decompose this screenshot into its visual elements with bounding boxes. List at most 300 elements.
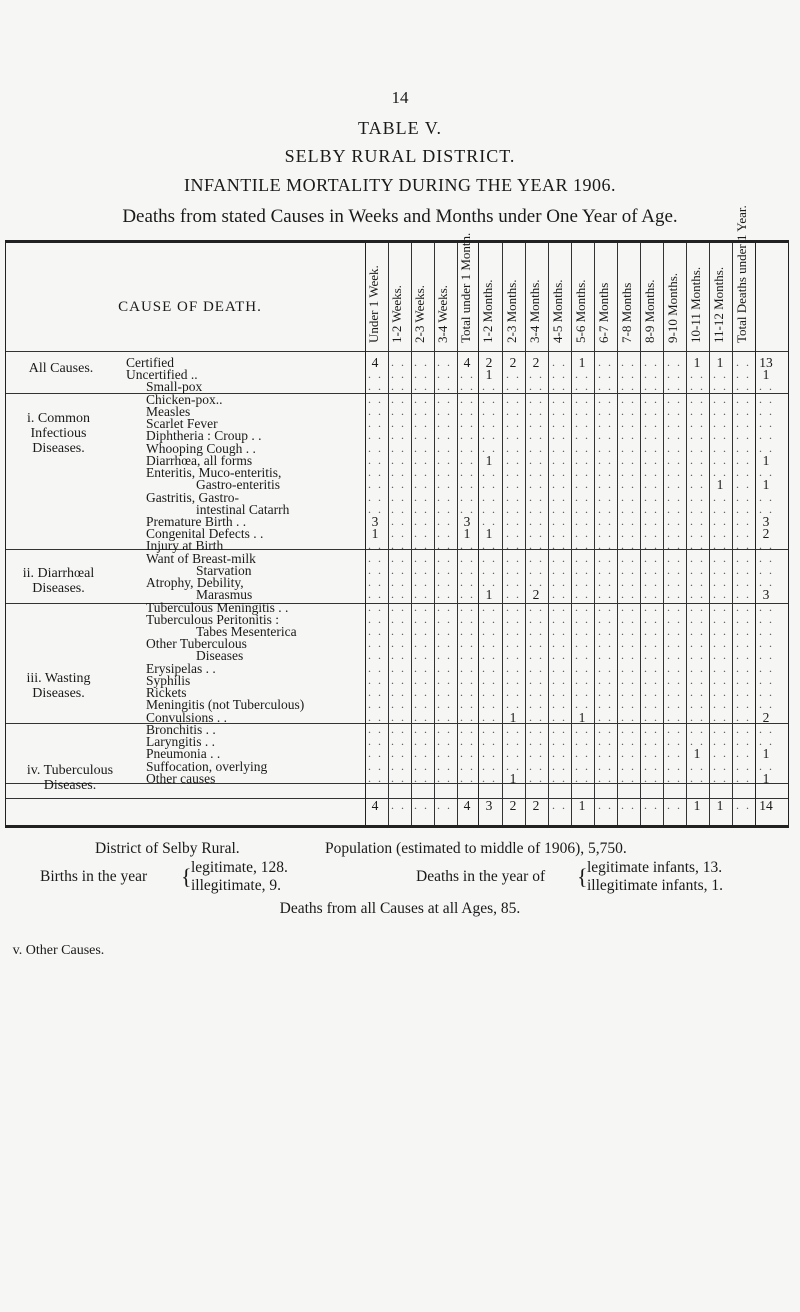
- empty-cell: . .: [598, 501, 613, 516]
- row-label-enteritis1: Enteritis, Muco-enteritis,: [146, 465, 282, 481]
- empty-cell: . .: [506, 562, 521, 577]
- empty-cell: . .: [414, 611, 429, 626]
- empty-cell: . .: [391, 770, 406, 785]
- empty-cell: . .: [414, 428, 429, 443]
- empty-cell: . .: [621, 672, 636, 687]
- empty-cell: . .: [736, 562, 751, 577]
- empty-cell: . .: [529, 770, 544, 785]
- empty-cell: . .: [621, 440, 636, 455]
- empty-cell: . .: [391, 550, 406, 565]
- empty-cell: . .: [368, 648, 383, 663]
- empty-cell: . .: [437, 465, 452, 480]
- empty-cell: . .: [713, 770, 728, 785]
- empty-cell: . .: [736, 636, 751, 651]
- empty-cell: . .: [736, 501, 751, 516]
- empty-cell: . .: [759, 734, 774, 749]
- empty-cell: . .: [414, 526, 429, 541]
- empty-cell: . .: [759, 501, 774, 516]
- empty-cell: . .: [621, 452, 636, 467]
- empty-cell: . .: [529, 734, 544, 749]
- empty-cell: . .: [482, 624, 497, 639]
- row-label-rickets: Rickets: [146, 685, 187, 701]
- empty-cell: . .: [644, 526, 659, 541]
- empty-cell: . .: [644, 403, 659, 418]
- empty-cell: . .: [529, 538, 544, 553]
- empty-cell: . .: [598, 562, 613, 577]
- empty-cell: . .: [598, 416, 613, 431]
- empty-cell: . .: [368, 575, 383, 590]
- empty-cell: . .: [621, 477, 636, 492]
- table-title: TABLE V.: [358, 118, 442, 138]
- empty-cell: . .: [437, 538, 452, 553]
- empty-cell: . .: [414, 709, 429, 724]
- empty-cell: . .: [391, 562, 406, 577]
- empty-cell: . .: [736, 575, 751, 590]
- empty-cell: . .: [598, 465, 613, 480]
- empty-cell: . .: [736, 624, 751, 639]
- empty-cell: . .: [598, 660, 613, 675]
- cell-othercauses-col18: 1: [762, 770, 770, 786]
- empty-cell: . .: [414, 599, 429, 614]
- empty-cell: . .: [460, 709, 475, 724]
- empty-cell: . .: [529, 391, 544, 406]
- empty-cell: . .: [437, 770, 452, 785]
- empty-cell: . .: [713, 721, 728, 736]
- column-separator: [709, 243, 710, 825]
- empty-cell: . .: [759, 648, 774, 663]
- empty-cell: . .: [644, 416, 659, 431]
- empty-cell: . .: [575, 440, 590, 455]
- row-label-injury: Injury at Birth: [146, 538, 224, 554]
- empty-cell: . .: [506, 379, 521, 394]
- empty-cell: . .: [621, 636, 636, 651]
- empty-cell: . .: [759, 562, 774, 577]
- empty-cell: . .: [667, 611, 682, 626]
- empty-cell: . .: [482, 391, 497, 406]
- empty-cell: . .: [690, 721, 705, 736]
- empty-cell: . .: [368, 709, 383, 724]
- empty-cell: . .: [759, 391, 774, 406]
- empty-cell: . .: [391, 465, 406, 480]
- empty-cell: . .: [667, 758, 682, 773]
- empty-cell: . .: [621, 575, 636, 590]
- empty-cell: . .: [437, 721, 452, 736]
- row-label-whooping: Whooping Cough . .: [146, 440, 256, 456]
- empty-cell: . .: [621, 770, 636, 785]
- empty-cell: . .: [368, 624, 383, 639]
- column-header-1: Under 1 Week.: [366, 265, 381, 343]
- empty-cell: . .: [552, 746, 567, 761]
- empty-cell: . .: [759, 599, 774, 614]
- empty-cell: . .: [575, 538, 590, 553]
- empty-cell: . .: [529, 672, 544, 687]
- empty-cell: . .: [644, 685, 659, 700]
- empty-cell: . .: [529, 746, 544, 761]
- footer-all-ages: Deaths from all Causes at all Ages, 85.: [279, 900, 521, 917]
- footer-deaths-illegitimate: illegitimate infants, 1.: [587, 877, 724, 894]
- empty-cell: . .: [552, 636, 567, 651]
- empty-cell: . .: [460, 575, 475, 590]
- cell-premature-col18: 3: [762, 513, 770, 529]
- empty-cell: . .: [690, 403, 705, 418]
- empty-cell: . .: [368, 685, 383, 700]
- empty-cell: . .: [391, 452, 406, 467]
- empty-cell: . .: [575, 416, 590, 431]
- empty-cell: . .: [598, 403, 613, 418]
- column-header-12: 7-8 Months: [619, 282, 634, 343]
- empty-cell: . .: [482, 746, 497, 761]
- empty-cell: . .: [460, 501, 475, 516]
- cell-atrophy2-col18: 3: [762, 587, 770, 603]
- empty-cell: . .: [552, 513, 567, 528]
- empty-cell: . .: [552, 403, 567, 418]
- empty-cell: . .: [667, 416, 682, 431]
- cell-certified-col6: 2: [485, 355, 493, 370]
- empty-cell: . .: [482, 489, 497, 504]
- cause-of-death-header: CAUSE OF DEATH.: [118, 299, 262, 315]
- empty-cell: . .: [552, 685, 567, 700]
- row-label-convulsions: Convulsions . .: [146, 709, 228, 725]
- empty-cell: . .: [644, 599, 659, 614]
- empty-cell: . .: [437, 648, 452, 663]
- empty-cell: . .: [391, 526, 406, 541]
- empty-cell: . .: [575, 636, 590, 651]
- empty-cell: . .: [736, 697, 751, 712]
- row-separator: [6, 351, 788, 352]
- row-label-gastritis1: Gastritis, Gastro-: [146, 489, 239, 505]
- empty-cell: . .: [598, 367, 613, 382]
- empty-cell: . .: [482, 477, 497, 492]
- empty-cell: . .: [575, 477, 590, 492]
- empty-cell: . .: [437, 391, 452, 406]
- cell-othercauses-col7: 1: [509, 770, 517, 786]
- cell-certified-col16: 1: [716, 355, 724, 370]
- column-separator: [663, 243, 664, 825]
- empty-cell: . .: [529, 526, 544, 541]
- empty-cell: . .: [506, 624, 521, 639]
- empty-cell: . .: [621, 587, 636, 602]
- empty-cell: . .: [460, 611, 475, 626]
- row-label-bronchitis: Bronchitis . .: [146, 721, 216, 737]
- empty-cell: . .: [552, 562, 567, 577]
- row-label-atrophy2: Marasmus: [196, 587, 253, 603]
- empty-cell: . .: [621, 624, 636, 639]
- empty-cell: . .: [736, 416, 751, 431]
- empty-cell: . .: [552, 624, 567, 639]
- empty-cell: . .: [414, 538, 429, 553]
- empty-cell: . .: [575, 562, 590, 577]
- empty-cell: . .: [552, 550, 567, 565]
- row-label-tbperit2: Tabes Mesenterica: [196, 624, 297, 640]
- row-label-othertb1: Other Tuberculous: [146, 636, 247, 652]
- footer-population: Population (estimated to middle of 1906), 5,750.: [325, 840, 627, 857]
- empty-cell: . .: [460, 403, 475, 418]
- empty-cell: . .: [736, 440, 751, 455]
- empty-cell: . .: [414, 624, 429, 639]
- cell-uncertified-col18: 1: [762, 367, 770, 383]
- group-common-infectious: i. Common Infectious Diseases.: [26, 411, 90, 456]
- cell-atrophy2-col8: 2: [532, 587, 540, 603]
- empty-cell: . .: [460, 367, 475, 382]
- empty-cell: . .: [368, 672, 383, 687]
- empty-cell: . .: [598, 685, 613, 700]
- empty-cell: . .: [644, 648, 659, 663]
- empty-cell: . .: [482, 416, 497, 431]
- empty-cell: . .: [414, 636, 429, 651]
- empty-cell: . .: [736, 403, 751, 418]
- empty-cell: . .: [391, 721, 406, 736]
- empty-cell: . .: [713, 758, 728, 773]
- empty-cell: . .: [414, 501, 429, 516]
- empty-cell: . .: [552, 672, 567, 687]
- empty-cell: . .: [460, 660, 475, 675]
- empty-cell: . .: [391, 648, 406, 663]
- empty-cell: . .: [759, 416, 774, 431]
- empty-cell: . .: [713, 746, 728, 761]
- empty-cell: . .: [690, 379, 705, 394]
- row-label-enteritis2: Gastro-enteritis: [196, 477, 280, 493]
- empty-cell: . .: [414, 798, 429, 812]
- empty-cell: . .: [736, 746, 751, 761]
- empty-cell: . .: [460, 636, 475, 651]
- empty-cell: . .: [368, 440, 383, 455]
- empty-cell: . .: [621, 355, 636, 369]
- empty-cell: . .: [667, 599, 682, 614]
- empty-cell: . .: [437, 575, 452, 590]
- empty-cell: . .: [391, 685, 406, 700]
- empty-cell: . .: [552, 538, 567, 553]
- empty-cell: . .: [437, 489, 452, 504]
- empty-cell: . .: [552, 648, 567, 663]
- empty-cell: . .: [713, 697, 728, 712]
- empty-cell: . .: [414, 648, 429, 663]
- empty-cell: . .: [598, 440, 613, 455]
- empty-cell: . .: [529, 440, 544, 455]
- empty-cell: . .: [644, 428, 659, 443]
- row-label-othertb2: Diseases: [196, 648, 244, 664]
- empty-cell: . .: [644, 721, 659, 736]
- empty-cell: . .: [644, 501, 659, 516]
- empty-cell: . .: [482, 550, 497, 565]
- page-number: 14: [391, 88, 409, 107]
- empty-cell: . .: [736, 648, 751, 663]
- empty-cell: . .: [460, 538, 475, 553]
- empty-cell: . .: [736, 513, 751, 528]
- empty-cell: . .: [759, 379, 774, 394]
- empty-cell: . .: [368, 697, 383, 712]
- empty-cell: . .: [391, 428, 406, 443]
- empty-cell: . .: [759, 758, 774, 773]
- empty-cell: . .: [736, 379, 751, 394]
- empty-cell: . .: [482, 403, 497, 418]
- column-separator: [525, 243, 526, 825]
- empty-cell: . .: [644, 513, 659, 528]
- empty-cell: . .: [598, 709, 613, 724]
- empty-cell: . .: [713, 501, 728, 516]
- empty-cell: . .: [690, 477, 705, 492]
- empty-cell: . .: [482, 440, 497, 455]
- empty-cell: . .: [667, 550, 682, 565]
- empty-cell: . .: [552, 452, 567, 467]
- empty-cell: . .: [368, 391, 383, 406]
- cell-pneumonia-col18: 1: [762, 746, 770, 762]
- row-label-scarlet: Scarlet Fever: [146, 416, 218, 432]
- column-header-14: 9-10 Months.: [665, 272, 680, 343]
- total-col18: 14: [759, 798, 773, 813]
- empty-cell: . .: [529, 501, 544, 516]
- empty-cell: . .: [644, 798, 659, 812]
- empty-cell: . .: [391, 489, 406, 504]
- empty-cell: . .: [644, 770, 659, 785]
- empty-cell: . .: [759, 465, 774, 480]
- row-label-erysipelas: Erysipelas . .: [146, 660, 216, 676]
- empty-cell: . .: [667, 798, 682, 812]
- empty-cell: . .: [529, 697, 544, 712]
- empty-cell: . .: [460, 428, 475, 443]
- empty-cell: . .: [460, 465, 475, 480]
- empty-cell: . .: [713, 672, 728, 687]
- empty-cell: . .: [414, 355, 429, 369]
- empty-cell: . .: [414, 477, 429, 492]
- empty-cell: . .: [506, 403, 521, 418]
- empty-cell: . .: [391, 624, 406, 639]
- empty-cell: . .: [506, 550, 521, 565]
- empty-cell: . .: [506, 721, 521, 736]
- empty-cell: . .: [391, 501, 406, 516]
- empty-cell: . .: [460, 452, 475, 467]
- empty-cell: . .: [482, 611, 497, 626]
- column-separator: [686, 243, 687, 825]
- empty-cell: . .: [736, 538, 751, 553]
- empty-cell: . .: [506, 440, 521, 455]
- empty-cell: . .: [621, 465, 636, 480]
- empty-cell: . .: [759, 575, 774, 590]
- empty-cell: . .: [713, 489, 728, 504]
- empty-cell: . .: [437, 685, 452, 700]
- empty-cell: . .: [713, 660, 728, 675]
- empty-cell: . .: [598, 587, 613, 602]
- empty-cell: . .: [391, 575, 406, 590]
- cell-premature-col1: 3: [371, 513, 379, 529]
- empty-cell: . .: [506, 660, 521, 675]
- empty-cell: . .: [482, 709, 497, 724]
- empty-cell: . .: [414, 440, 429, 455]
- empty-cell: . .: [391, 758, 406, 773]
- empty-cell: . .: [552, 367, 567, 382]
- empty-cell: . .: [667, 636, 682, 651]
- empty-cell: . .: [644, 697, 659, 712]
- empty-cell: . .: [667, 746, 682, 761]
- empty-cell: . .: [552, 734, 567, 749]
- empty-cell: . .: [690, 538, 705, 553]
- empty-cell: . .: [506, 367, 521, 382]
- cell-certified-col1: 4: [371, 355, 379, 370]
- table-subtitle: Deaths from stated Causes in Weeks and Months under One Year of Age.: [122, 206, 678, 227]
- empty-cell: . .: [690, 575, 705, 590]
- empty-cell: . .: [391, 538, 406, 553]
- row-label-measles: Measles: [146, 403, 191, 419]
- empty-cell: . .: [575, 550, 590, 565]
- empty-cell: . .: [529, 562, 544, 577]
- empty-cell: . .: [414, 758, 429, 773]
- empty-cell: . .: [414, 391, 429, 406]
- empty-cell: . .: [575, 624, 590, 639]
- row-label-syphilis: Syphilis: [146, 672, 191, 688]
- row-label-atrophy1: Atrophy, Debility,: [146, 575, 244, 591]
- column-separator: [502, 243, 503, 825]
- column-separator: [640, 243, 641, 825]
- empty-cell: . .: [529, 513, 544, 528]
- empty-cell: . .: [529, 465, 544, 480]
- empty-cell: . .: [598, 599, 613, 614]
- empty-cell: . .: [598, 452, 613, 467]
- row-label-congenital: Congenital Defects . .: [146, 526, 264, 542]
- empty-cell: . .: [644, 452, 659, 467]
- empty-cell: . .: [391, 734, 406, 749]
- empty-cell: . .: [506, 746, 521, 761]
- empty-cell: . .: [529, 452, 544, 467]
- column-separator: [478, 243, 479, 825]
- empty-cell: . .: [460, 477, 475, 492]
- footer-district: District of Selby Rural.: [95, 840, 240, 857]
- empty-cell: . .: [690, 465, 705, 480]
- empty-cell: . .: [460, 685, 475, 700]
- empty-cell: . .: [621, 648, 636, 663]
- empty-cell: . .: [644, 465, 659, 480]
- empty-cell: . .: [437, 440, 452, 455]
- row-label-laryngitis: Laryngitis . .: [146, 734, 215, 750]
- empty-cell: . .: [690, 367, 705, 382]
- empty-cell: . .: [667, 428, 682, 443]
- empty-cell: . .: [575, 452, 590, 467]
- empty-cell: . .: [552, 758, 567, 773]
- empty-cell: . .: [437, 624, 452, 639]
- empty-cell: . .: [667, 355, 682, 369]
- row-label-meningitis: Meningitis (not Tuberculous): [146, 697, 305, 713]
- column-header-16: 11-12 Months.: [711, 266, 726, 343]
- empty-cell: . .: [437, 403, 452, 418]
- cell-certified-col18: 13: [759, 355, 773, 370]
- empty-cell: . .: [482, 465, 497, 480]
- empty-cell: . .: [460, 587, 475, 602]
- column-separator: [548, 243, 549, 825]
- column-header-3: 2-3 Weeks.: [412, 285, 427, 343]
- empty-cell: . .: [736, 599, 751, 614]
- empty-cell: . .: [437, 587, 452, 602]
- empty-cell: . .: [506, 501, 521, 516]
- empty-cell: . .: [460, 721, 475, 736]
- empty-cell: . .: [506, 452, 521, 467]
- empty-cell: . .: [713, 648, 728, 663]
- empty-cell: . .: [506, 599, 521, 614]
- empty-cell: . .: [644, 477, 659, 492]
- empty-cell: . .: [598, 734, 613, 749]
- empty-cell: . .: [690, 526, 705, 541]
- empty-cell: . .: [575, 575, 590, 590]
- empty-cell: . .: [529, 636, 544, 651]
- cell-certified-col8: 2: [532, 355, 540, 370]
- row-label-chickenpox: Chicken-pox..: [146, 391, 223, 407]
- empty-cell: . .: [575, 599, 590, 614]
- empty-cell: . .: [529, 721, 544, 736]
- empty-cell: . .: [713, 452, 728, 467]
- footer-births-label: Births in the year: [40, 868, 148, 885]
- cell-congenital-col5: 1: [463, 526, 471, 542]
- empty-cell: . .: [575, 391, 590, 406]
- empty-cell: . .: [437, 477, 452, 492]
- empty-cell: . .: [368, 550, 383, 565]
- empty-cell: . .: [713, 734, 728, 749]
